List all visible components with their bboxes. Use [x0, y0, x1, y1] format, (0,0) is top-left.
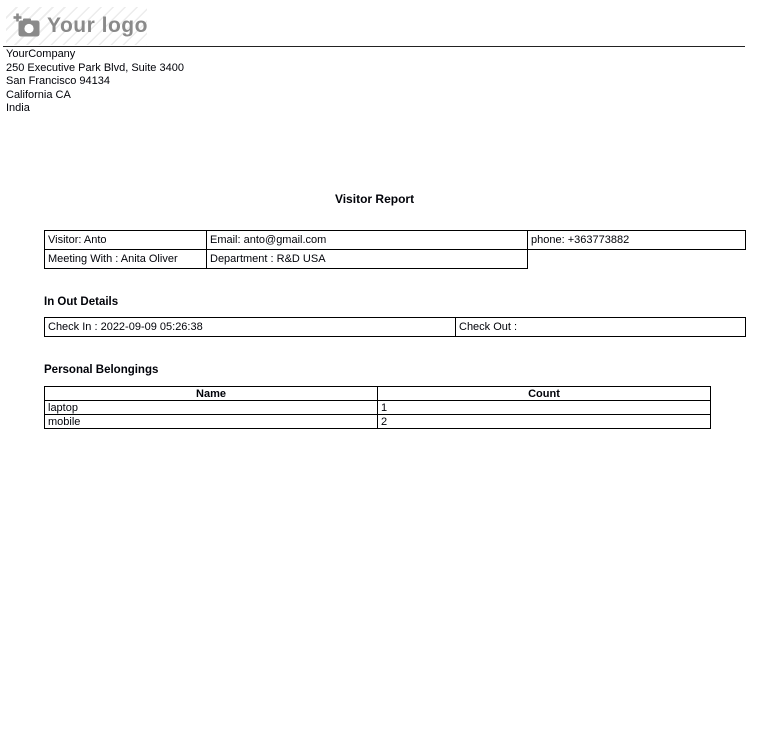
in-out-table: [44, 317, 746, 337]
header-divider: [3, 46, 745, 47]
table-row: [45, 415, 711, 429]
belonging-name-cell: laptop: [45, 401, 378, 415]
name-column-header: Name: [45, 387, 378, 401]
check-in-cell: Check In : 2022-09-09 05:26:38: [45, 318, 456, 337]
personal-belongings-heading: Personal Belongings: [44, 364, 159, 376]
meeting-with-cell: Meeting With : Anita Oliver: [45, 250, 207, 269]
visitor-name-cell: Visitor: Anto: [45, 231, 207, 250]
count-column-header: Count: [378, 387, 711, 401]
table-row: [45, 401, 711, 415]
in-out-details-heading: In Out Details: [44, 296, 119, 308]
table-row: [45, 250, 746, 269]
belonging-count-cell: 2: [378, 415, 711, 429]
company-name: YourCompany: [6, 48, 76, 60]
belonging-count-cell: 1: [378, 401, 711, 415]
page-title: Visitor Report: [334, 192, 415, 206]
company-city: San Francisco 94134: [6, 75, 110, 88]
table-header-row: [45, 387, 711, 401]
visitor-info-table: [44, 230, 746, 269]
logo-placeholder-text: Your logo: [47, 14, 148, 37]
empty-cell: [528, 250, 746, 269]
camera-plus-icon: [13, 13, 40, 39]
company-country: India: [6, 102, 30, 115]
belonging-name-cell: mobile: [45, 415, 378, 429]
company-address: [6, 48, 406, 116]
company-logo: [6, 7, 147, 45]
company-state: California CA: [6, 88, 71, 101]
company-street: 250 Executive Park Blvd, Suite 3400: [6, 61, 184, 74]
personal-belongings-table: [44, 386, 711, 429]
table-row: [45, 318, 746, 337]
visitor-phone-cell: phone: +363773882: [528, 231, 746, 250]
visitor-email-cell: Email: anto@gmail.com: [207, 231, 528, 250]
check-out-cell: Check Out :: [456, 318, 746, 337]
table-row: [45, 231, 746, 250]
department-cell: Department : R&D USA: [207, 250, 528, 269]
